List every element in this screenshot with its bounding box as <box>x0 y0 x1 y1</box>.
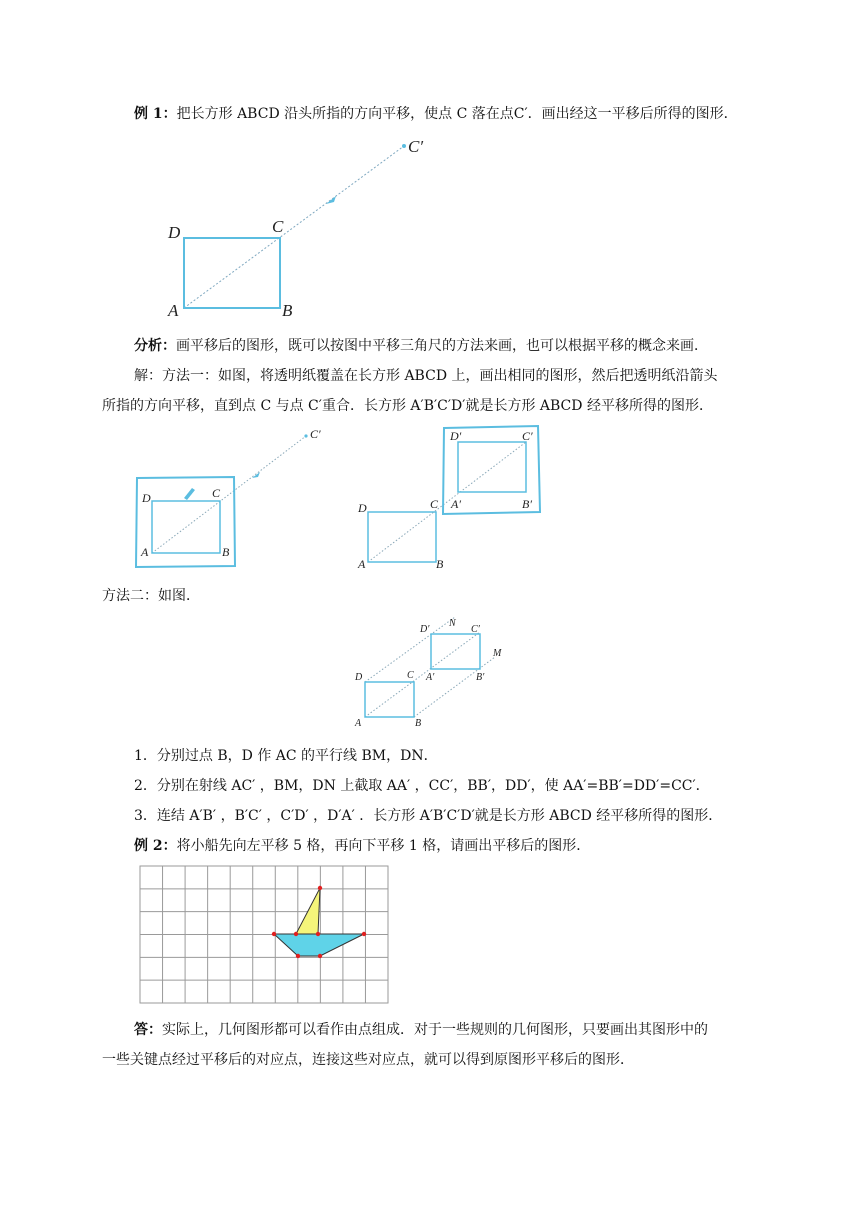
label-d-prime: D′ <box>420 624 430 635</box>
label-c: C <box>407 670 414 681</box>
pencil-icon <box>184 488 195 500</box>
label-c: C <box>272 217 284 236</box>
label-d: D <box>355 672 363 683</box>
figure-2-tracing-paper <box>132 426 332 576</box>
analysis-line <box>134 336 708 356</box>
label-b-prime: B′ <box>522 497 532 511</box>
key-point <box>362 932 366 936</box>
key-point <box>318 886 322 890</box>
label-b: B <box>436 557 444 571</box>
label-d: D <box>358 501 367 515</box>
line-a-c-prime <box>365 632 480 717</box>
rectangle-a-prime-b-prime-c-prime-d-prime <box>431 634 480 669</box>
translation-direction-line <box>184 146 404 308</box>
figure-1 <box>160 130 450 325</box>
boat-grid-figure <box>140 866 390 1004</box>
key-point <box>294 932 298 936</box>
label-d: D <box>142 491 151 505</box>
example-2-text: 将小船先向左平移 5 格，再向下平移 1 格，请画出平移后的图形． <box>176 838 591 854</box>
answer-line-1 <box>134 1020 708 1040</box>
boat-sail <box>296 888 320 934</box>
label-c-prime: C′ <box>310 427 321 441</box>
label-b: B <box>415 718 422 729</box>
solution-line-2: 所指的方向平移，直到点 C 与点 C′重合．长方形 A′B′C′D′就是长方形 ABCD 经平移所得的图形． <box>102 398 713 414</box>
answer-text-1: 实际上，几何图形都可以看作由点组成．对于一些规则的几何图形，只要画出其图形中的 <box>162 1022 708 1038</box>
solution-line-1: 解：方法一：如图，将透明纸覆盖在长方形 ABCD 上，画出相同的图形，然后把透明纸沿箭头 <box>134 368 718 384</box>
point-c-prime <box>304 434 307 437</box>
direction-line <box>152 436 306 553</box>
label-b-prime: B′ <box>476 672 485 683</box>
rectangle-abcd <box>368 512 436 562</box>
ray-bm <box>414 657 495 717</box>
method-2-line: 方法二：如图． <box>102 588 200 604</box>
label-b: B <box>222 545 230 559</box>
label-a-prime: A′ <box>426 672 435 683</box>
boat-hull <box>274 934 364 956</box>
analysis-label: 分析： <box>134 338 176 354</box>
label-a: A <box>168 301 179 320</box>
label-n: N <box>449 618 456 629</box>
answer-label: 答： <box>134 1022 162 1038</box>
arrow-head-icon <box>326 196 336 204</box>
diagonal-line <box>368 442 526 562</box>
label-c-prime: C′ <box>522 429 533 443</box>
label-d-prime: D′ <box>450 429 462 443</box>
example-2-line <box>134 836 590 856</box>
example-1-label: 例 1： <box>134 106 177 122</box>
key-point <box>296 954 300 958</box>
key-point <box>318 954 322 958</box>
example-1-line <box>134 104 738 124</box>
label-c-prime: C′ <box>408 137 424 156</box>
step-2: 2．分别在射线 AC′ ，BM，DN 上截取 AA′ ，CC′，BB′，DD′，使 AA′=BB′=DD′=CC′． <box>134 778 710 794</box>
label-d: D <box>168 223 181 242</box>
key-point <box>316 932 320 936</box>
step-1: 1．分别过点 B，D 作 AC 的平行线 BM，DN． <box>134 748 438 764</box>
label-m: M <box>493 648 502 659</box>
rectangle-abcd <box>365 682 414 717</box>
label-b: B <box>282 301 293 320</box>
label-a: A <box>358 557 366 571</box>
arrow-head-icon <box>252 472 260 478</box>
example-2-label: 例 2： <box>134 838 177 854</box>
key-point <box>272 932 276 936</box>
figure-4-method-two <box>345 612 525 734</box>
label-c: C <box>212 486 221 500</box>
label-a-prime: A′ <box>451 497 461 511</box>
label-c: C <box>430 497 439 511</box>
label-a: A <box>141 545 149 559</box>
figure-3-translated <box>350 420 550 575</box>
label-a: A <box>355 718 362 729</box>
label-c-prime: C′ <box>471 624 480 635</box>
example-1-text: 把长方形 ABCD 沿头所指的方向平移，使点 C 落在点C′．画出经这一平移后所得的图形． <box>176 106 738 122</box>
answer-line-2: 一些关键点经过平移后的对应点，连接这些对应点，就可以得到原图形平移后的图形． <box>102 1052 634 1068</box>
analysis-text: 画平移后的图形，既可以按图中平移三角尺的方法来画，也可以根据平移的概念来画． <box>176 338 708 354</box>
step-3: 3．连结 A′B′ ，B′C′ ，C′D′ ，D′A′ ．长方形 A′B′C′D′就是长方形 ABCD 经平移所得的图形． <box>134 808 723 824</box>
point-c-prime <box>402 144 406 148</box>
